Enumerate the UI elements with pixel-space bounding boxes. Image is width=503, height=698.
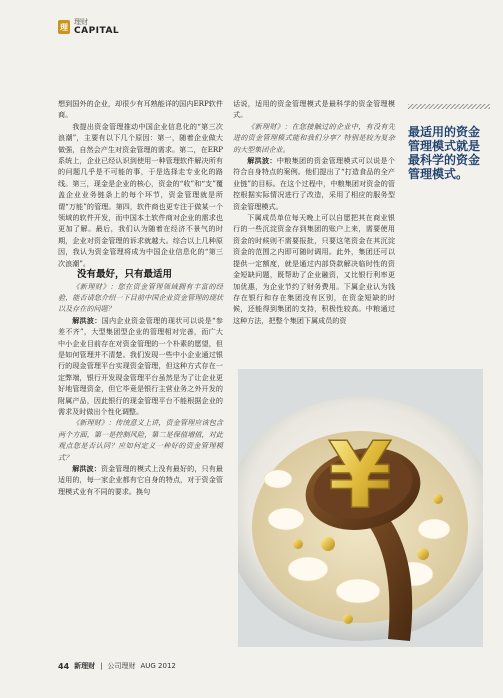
yen-symbol: ¥ xyxy=(327,422,393,529)
pull-quote-text: 最适用的资金管理模式就是最科学的资金管理模式。 xyxy=(408,125,481,181)
issue-date: AUG 2012 xyxy=(140,662,176,670)
answer-text: 中粮集团的资金管理模式可以说是个符合自身特点的案例。他们提出了“打造食品的全产业链”的目标。在这个过程中，中粮集团对资金的管控根据实际情况进行了改造，采用了相应的服务型资金管理模式。 xyxy=(233,156,395,211)
section-subheading: 没有最好，只有最适用 xyxy=(77,269,173,281)
answer-text: 资金管理的模式上没有最好的，只有最适用的，每一家企业都有它自身的特点，对于资金管理模式业有不同的要求。换句 xyxy=(58,464,224,496)
interview-question: 《新理财》：在您接触过的企业中，有没有先进的资金管理模式能和我们分享？特别是较为复杂的大型集团企业。 xyxy=(233,121,395,154)
magazine-name: 新理财 xyxy=(74,662,96,670)
answer-text: 国内企业资金管理的现状可以说是“参差不齐”，大型集团型企业的管理相对完善，而广大中小企业目前存在对资金管理的一个朴素的愿望，但是如何管理并不清楚。我们发现一些中小企业通过银行的现金管理平台实现资金管理，但这种方式存在一定弊端，银行开发现金管理平台虽然是为了让企业更好地管理资金，但它毕竟是银行主营业务之外开发的附属产品，因此银行的现金管理平台不能根据企业的需求及时做出个性化调整。 xyxy=(58,315,223,416)
section-logo-char: 理 xyxy=(60,22,68,32)
paragraph: 下属成员单位每天晚上可以自愿把其在商业银行的一些沉淀资金存到集团的账户上来，需要使用资金的时候则不需要报批，只要这笔资金在其沉淀资金的范围之内即可随时调用。此外，集团还可以提供一定额度，就是通过内部贷款解决临时性的资金短缺问题，既帮助了企业融资，又比银行利率更加优惠，为企业节约了财务费用。下属企业认为钱存在银行和存在集团没有区别，在资金短缺的时候，还能得到集团的支持，积极性较高。中粮通过这种方法，把整个集团下属成员的资 xyxy=(233,213,395,325)
pull-quote xyxy=(408,104,490,181)
paragraph: 想到国外的企业，却很少有耳熟能详的国内ERP软件商。 xyxy=(58,99,223,120)
paragraph: 我提出资金管理推动中国企业信息化的“第三次浪潮”，主要有以下几个原因：第一，随着企业做大做强，自然会产生对资金管理的需求。第二，在ERP系统上，企业已经认识到使用一种管理软件解决所有的问题几乎是不可能的事，于是选择走专业化的路线。第三，现金是企业的核心，资金的“收”和“支”覆盖企业业务链条上的每个环节，资金管理就是所谓“万能”的管理。第四，软件商也更专注于做某一个领域的软件开发，而中国本土软件商对企业的需求也更加了解。最后，我们认为随着在经济不景气的时期，企业对资金管理的诉求就越大。综合以上几种原因，我认为资金管理将成为中国企业信息化的“第三次浪潮”。 xyxy=(58,121,223,268)
paragraph: 话说，适用的资金管理模式是最科学的资金管理模式。 xyxy=(233,99,395,120)
article-illustration xyxy=(238,369,483,647)
issue-label: 公司理财 xyxy=(107,662,136,670)
decorative-rule xyxy=(408,104,490,109)
speaker-label: 解洪波： xyxy=(247,156,277,166)
interview-question: 《新理财》：传统意义上讲，资金管理应该包含两个方面，第一是控制风险，第二是保值增值，对此观点您是否认同？应如何定义一种好的资金管理模式？ xyxy=(58,418,223,462)
page-footer xyxy=(58,661,176,671)
section-name-cn: 理财 xyxy=(74,18,88,26)
page-number: 44 xyxy=(58,661,70,671)
speaker-label: 解洪波： xyxy=(72,464,101,473)
speaker-label: 解洪波： xyxy=(72,315,102,325)
interview-answer xyxy=(233,155,395,212)
section-header xyxy=(58,18,119,36)
section-name-en: CAPITAL xyxy=(74,26,120,36)
section-label xyxy=(74,18,119,36)
interview-answer xyxy=(58,463,223,497)
article-column-2 xyxy=(233,98,395,326)
interview-answer xyxy=(58,315,223,418)
bowl-spoon-yen-illustration xyxy=(238,369,483,647)
section-logo-icon xyxy=(58,20,70,34)
interview-question: 《新理财》：您在资金管理领域拥有丰富的经验，能否请您介绍一下目前中国企业资金管理的现状以及存在的问题？ xyxy=(58,281,223,314)
footer-divider: | xyxy=(100,662,103,670)
article-column-1 xyxy=(58,98,223,497)
